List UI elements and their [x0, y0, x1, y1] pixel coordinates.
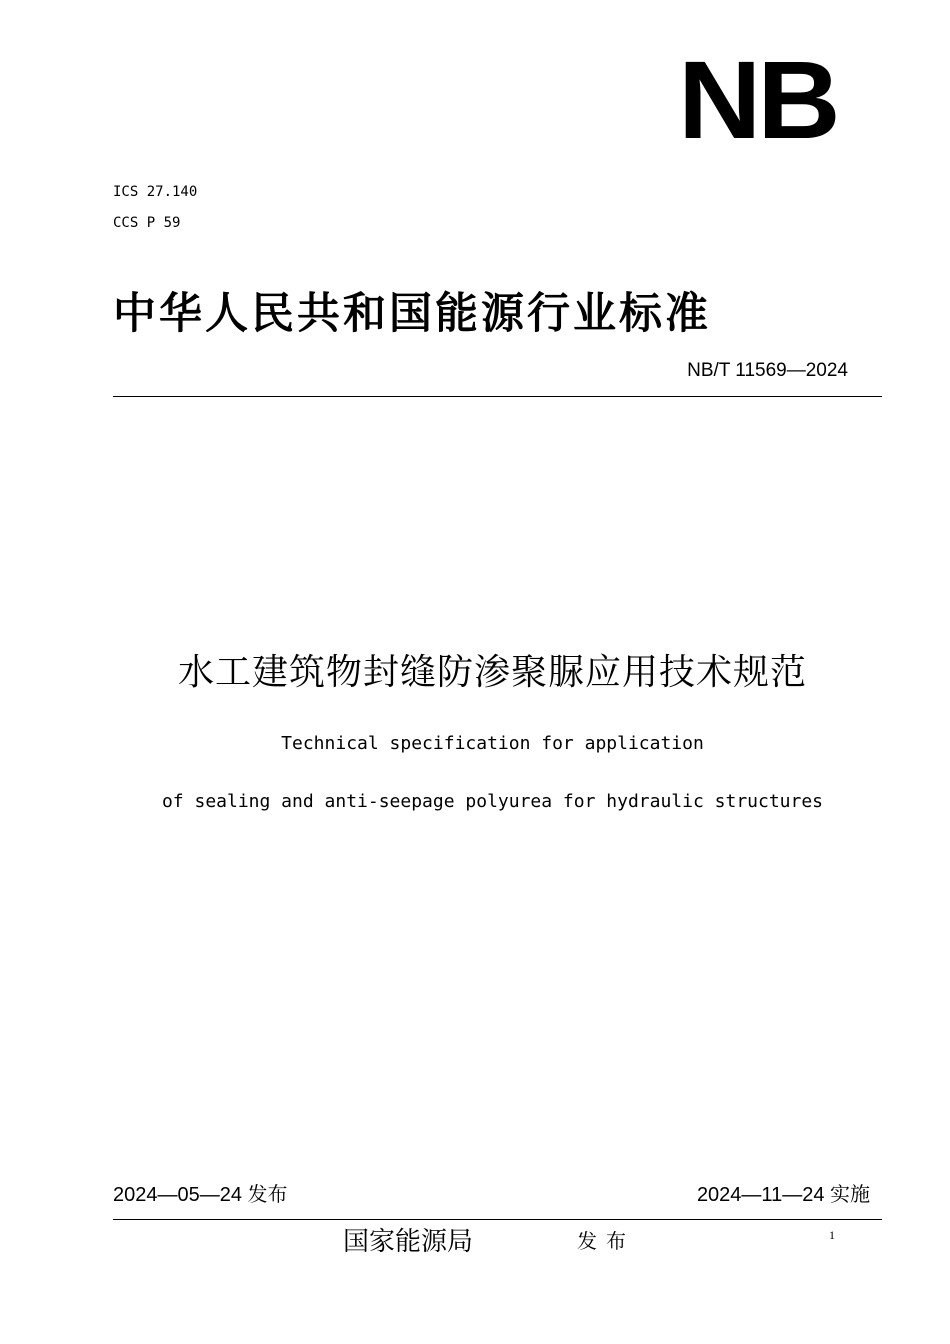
- document-title-en-line1: Technical specification for application: [281, 733, 704, 754]
- page-number: 1: [829, 1228, 835, 1242]
- standard-category-title: 中华人民共和国能源行业标准: [113, 289, 711, 339]
- issue-label: 发布: [577, 1229, 635, 1253]
- ccs-code: CCS P 59: [113, 215, 181, 231]
- implementation-date: 2024—11—24 实施: [696, 1184, 870, 1206]
- document-title-en-line2: of sealing and anti-seepage polyurea for hydraulic structures: [161, 791, 824, 812]
- issue-date: 2024—05—24 发布: [113, 1184, 288, 1206]
- ics-code: ICS 27.140: [113, 184, 198, 200]
- nb-logo: NB: [678, 39, 837, 162]
- bottom-divider: [113, 1219, 882, 1220]
- document-title-cn: 水工建筑物封缝防渗聚脲应用技术规范: [177, 652, 807, 693]
- standard-code: NB/T 11569—2024: [687, 360, 848, 381]
- issuing-authority: 国家能源局: [343, 1227, 474, 1257]
- top-divider: [113, 396, 882, 397]
